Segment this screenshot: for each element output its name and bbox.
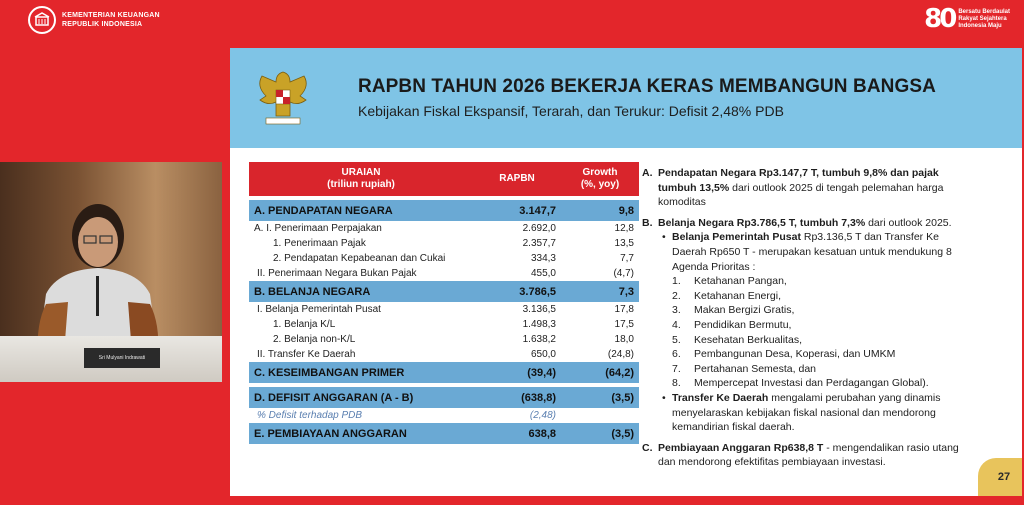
anniversary-line-3: Indonesia Maju [958, 22, 1002, 29]
table-row: D. DEFISIT ANGGARAN (A - B) (638,8) (3,5) [249, 387, 639, 408]
anniversary-logo [924, 4, 1010, 34]
ministry-logo-icon [28, 6, 56, 34]
table-row: 1. Belanja K/L 1.498,3 17,5 [249, 317, 639, 332]
table-row: 2. Belanja non-K/L 1.638,2 18,0 [249, 332, 639, 347]
presentation-slide [230, 48, 1022, 496]
note-c: C. Pembiayaan Anggaran Rp638,8 T - mengendalikan rasio utang dan mendorong efektifitas pembiayaan investasi. [642, 441, 959, 469]
list-item: 3. Makan Bergizi Gratis, [672, 304, 795, 317]
slide-subtitle: Kebijakan Fiskal Ekspansif, Terarah, dan Terukur: Defisit 2,48% PDB [358, 103, 784, 119]
slide-header [230, 48, 1022, 148]
column-header-uraian: URAIAN (triliun rupiah) [249, 162, 473, 196]
table-row: % Defisit terhadap PDB (2,48) [249, 408, 639, 423]
table-row: II. Penerimaan Negara Bukan Pajak 455,0 (4,7) [249, 266, 639, 281]
garuda-emblem-icon [252, 66, 314, 130]
column-header-rapbn: RAPBN [473, 162, 561, 196]
note-b-bullet-2: • Transfer Ke Daerah mengalami perubahan yang dinamis menyelaraskan kebijakan fiskal nasional dan mendorong kemandirian fiskal daerah. [662, 391, 941, 434]
list-item: 8. Mempercepat Investasi dan Perdagangan Global). [672, 377, 929, 390]
speaker-video [0, 162, 222, 382]
table-row: A. I. Penerimaan Perpajakan 2.692,0 12,8 [249, 221, 639, 236]
table-row: II. Transfer Ke Daerah 650,0 (24,8) [249, 347, 639, 362]
speaker-figure [28, 184, 168, 354]
anniversary-line-2: Rakyat Sejahtera [958, 15, 1007, 22]
column-header-growth: Growth (%, yoy) [561, 162, 639, 196]
ministry-country: REPUBLIK INDONESIA [62, 21, 143, 28]
list-item: 5. Kesehatan Berkualitas, [672, 333, 802, 346]
ministry-branding [28, 6, 160, 34]
policy-notes [642, 166, 1002, 470]
table-row: B. BELANJA NEGARA 3.786,5 7,3 [249, 281, 639, 302]
table-row: 2. Pendapatan Kepabeanan dan Cukai 334,3 7,7 [249, 251, 639, 266]
speaker-nameplate: Sri Mulyani Indrawati [84, 348, 160, 368]
note-a: A. Pendapatan Negara Rp3.147,7 T, tumbuh 9,8% dan pajak tumbuh 13,5% dari outlook 2025 di tengah pelemahan harga komoditas [642, 167, 944, 209]
list-item: 1. Ketahanan Pangan, [672, 275, 787, 288]
table-row: A. PENDAPATAN NEGARA 3.147,7 9,8 [249, 200, 639, 221]
anniversary-line-1: Bersatu Berdaulat [958, 8, 1010, 15]
list-item: 7. Pertahanan Semesta, dan [672, 362, 817, 375]
list-item: 4. Pendidikan Bermutu, [672, 318, 792, 331]
page-number-badge: 27 [978, 458, 1022, 496]
note-b: B. Belanja Negara Rp3.786,5 T, tumbuh 7,3% dari outlook 2025. [642, 216, 952, 229]
anniversary-number: 80 [924, 4, 955, 34]
ministry-name: KEMENTERIAN KEUANGAN [62, 12, 160, 19]
table-row: C. KESEIMBANGAN PRIMER (39,4) (64,2) [249, 362, 639, 383]
table-row: 1. Penerimaan Pajak 2.357,7 13,5 [249, 236, 639, 251]
slide-title: RAPBN TAHUN 2026 BEKERJA KERAS MEMBANGUN BANGSA [358, 76, 936, 97]
list-item: 2. Ketahanan Energi, [672, 289, 781, 302]
note-b-bullet-1: • Belanja Pemerintah Pusat Rp3.136,5 T dan Transfer Ke Daerah Rp650 T - merupakan kesatuan untuk mendukung 8 Agenda Prioritas : [662, 231, 952, 273]
list-item: 6. Pembangunan Desa, Koperasi, dan UMKM [672, 348, 896, 361]
table-row: E. PEMBIAYAAN ANGGARAN 638,8 (3,5) [249, 423, 639, 444]
budget-table [249, 162, 639, 444]
table-row: I. Belanja Pemerintah Pusat 3.136,5 17,8 [249, 302, 639, 317]
